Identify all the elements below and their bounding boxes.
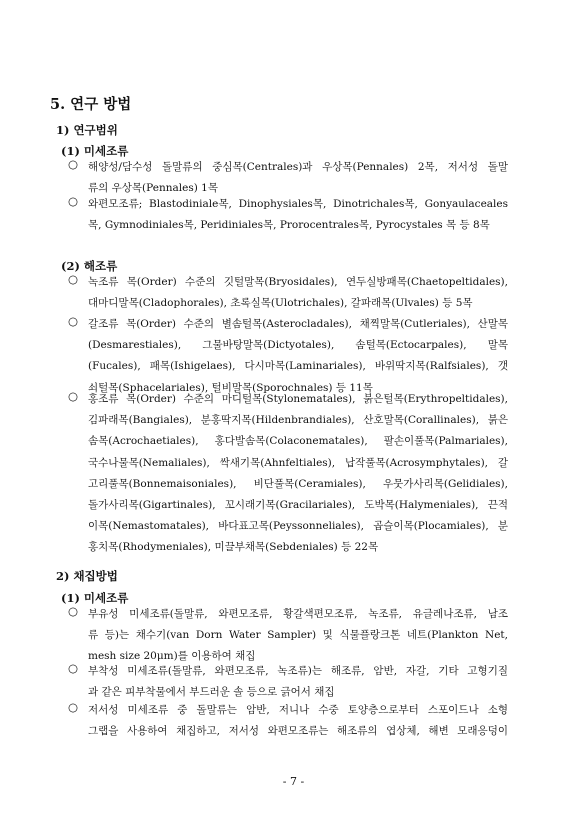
list-item <box>68 272 508 314</box>
item-line: 이목(Nemastomatales), 바다표고목(Peyssonneliales), 곱슬이목(Plocamiales), 분 <box>88 520 508 533</box>
list-item <box>68 661 508 703</box>
item-line: 국수나물목(Nemaliales), 싹새기목(Ahnfeltiales), 납작풀목(Acrosymphytales), 갈 <box>88 456 508 469</box>
item-line: 쇠털목(Sphacelariales), 털비말목(Sporochnales) 등 11목 <box>88 381 373 394</box>
group-title-microalgae: (1) 미세조류 <box>61 144 129 158</box>
bullet-icon: ○ <box>68 157 79 171</box>
subsection-title-collection-methods: 2) 채집방법 <box>56 569 118 583</box>
item-line: 류의 우상목(Pennales) 1목 <box>88 182 218 195</box>
section-title: 5. 연구 방법 <box>50 96 132 113</box>
item-line: 솜목(Acrochaetiales), 홍다발솜목(Colaconematales), 팔손이풀목(Palmariales), <box>88 435 508 448</box>
bullet-icon: ○ <box>68 389 79 403</box>
item-line: 고리풀목(Bonnemaisoniales), 비단풀목(Ceramiales), 우뭇가사리목(Gelidiales), <box>88 477 508 490</box>
group-title-microalgae-collection: (1) 미세조류 <box>61 591 129 605</box>
item-line: 돌가사리목(Gigartinales), 꼬시래기목(Gracilariales), 도박목(Halymeniales), 끈적 <box>88 498 508 511</box>
bullet-icon: ○ <box>68 314 79 328</box>
group-title-seaweeds: (2) 해조류 <box>61 259 118 273</box>
list-item <box>68 314 508 399</box>
item-line: 저서성 미세조류 중 돌말류는 암반, 저니나 수중 토양층으로부터 스포이드나 소형 <box>88 704 508 716</box>
bullet-icon: ○ <box>68 604 79 618</box>
item-line: 해양성/담수성 돌말류의 중심목(Centrales)과 우상목(Pennales) 2목, 저서성 돌말 <box>88 161 508 173</box>
page-number: - 7 - <box>282 775 305 788</box>
item-line: 그랩을 사용하여 채집하고, 저서성 와편모조류는 해조류의 엽상체, 해변 모래응덩이 <box>88 725 508 738</box>
list-item <box>68 604 508 668</box>
bullet-icon: ○ <box>68 194 79 208</box>
item-line: 과 같은 피부착물에서 부드러운 솔 등으로 긁어서 채집 <box>88 686 335 699</box>
item-line: 와편모조류; Blastodiniale목, Dinophysiales목, Dinotrichales목, Gonyaulaceales <box>88 198 508 210</box>
item-line: 홍조류 목(Order) 수준의 마디털목(Stylonematales), 붉은털목(Erythropeltidales), <box>88 393 508 405</box>
list-item <box>68 700 508 742</box>
item-line: (Fucales), 패목(Ishigelaes), 다시마목(Laminariales), 바위딱지목(Ralfsiales), 갯 <box>88 360 508 373</box>
subsection-title-research-scope: 1) 연구범위 <box>56 123 118 137</box>
list-item <box>68 194 508 236</box>
item-line: 녹조류 목(Order) 수준의 깃털말목(Bryosidales), 연두실방패목(Chaetopeltidales), <box>88 276 508 288</box>
item-line: 류 등)는 채수기(van Dorn Water Sampler) 및 식물플랑크톤 네트(Plankton Net, <box>88 629 508 642</box>
list-item <box>68 389 508 559</box>
item-line: 홍치목(Rhodymeniales), 미끌부채목(Sebdeniales) 등 22목 <box>88 541 379 554</box>
item-line: 목, Gymnodiniales목, Peridiniales목, Prorocentrales목, Pyrocystales 목 등 8목 <box>88 219 490 232</box>
bullet-icon: ○ <box>68 700 79 714</box>
item-line: mesh size 20μm)를 이용하여 채집 <box>88 650 256 663</box>
bullet-icon: ○ <box>68 272 79 286</box>
item-line: (Desmarestiales), 그물바탕말목(Dictyotales), 솜털목(Ectocarpales), 말목 <box>88 339 508 352</box>
item-line: 부착성 미세조류(돌말류, 와편모조류, 녹조류)는 해조류, 암반, 자갈, 기타 고형기질 <box>88 665 508 677</box>
item-line: 부유성 미세조류(돌말류, 와편모조류, 황갈색편모조류, 녹조류, 유글레나조류, 남조 <box>88 608 508 620</box>
item-line: 갈조류 목(Order) 수준의 별솜털목(Asterocladales), 채찍말목(Cutleriales), 산말목 <box>88 318 508 330</box>
item-line: 김파래목(Bangiales), 분홍딱지목(Hildenbrandiales), 산호말목(Corallinales), 붉은 <box>88 414 508 427</box>
bullet-icon: ○ <box>68 661 79 675</box>
item-line: 대마디말목(Cladophorales), 초록실목(Ulotrichales), 갈파래목(Ulvales) 등 5목 <box>88 297 473 310</box>
